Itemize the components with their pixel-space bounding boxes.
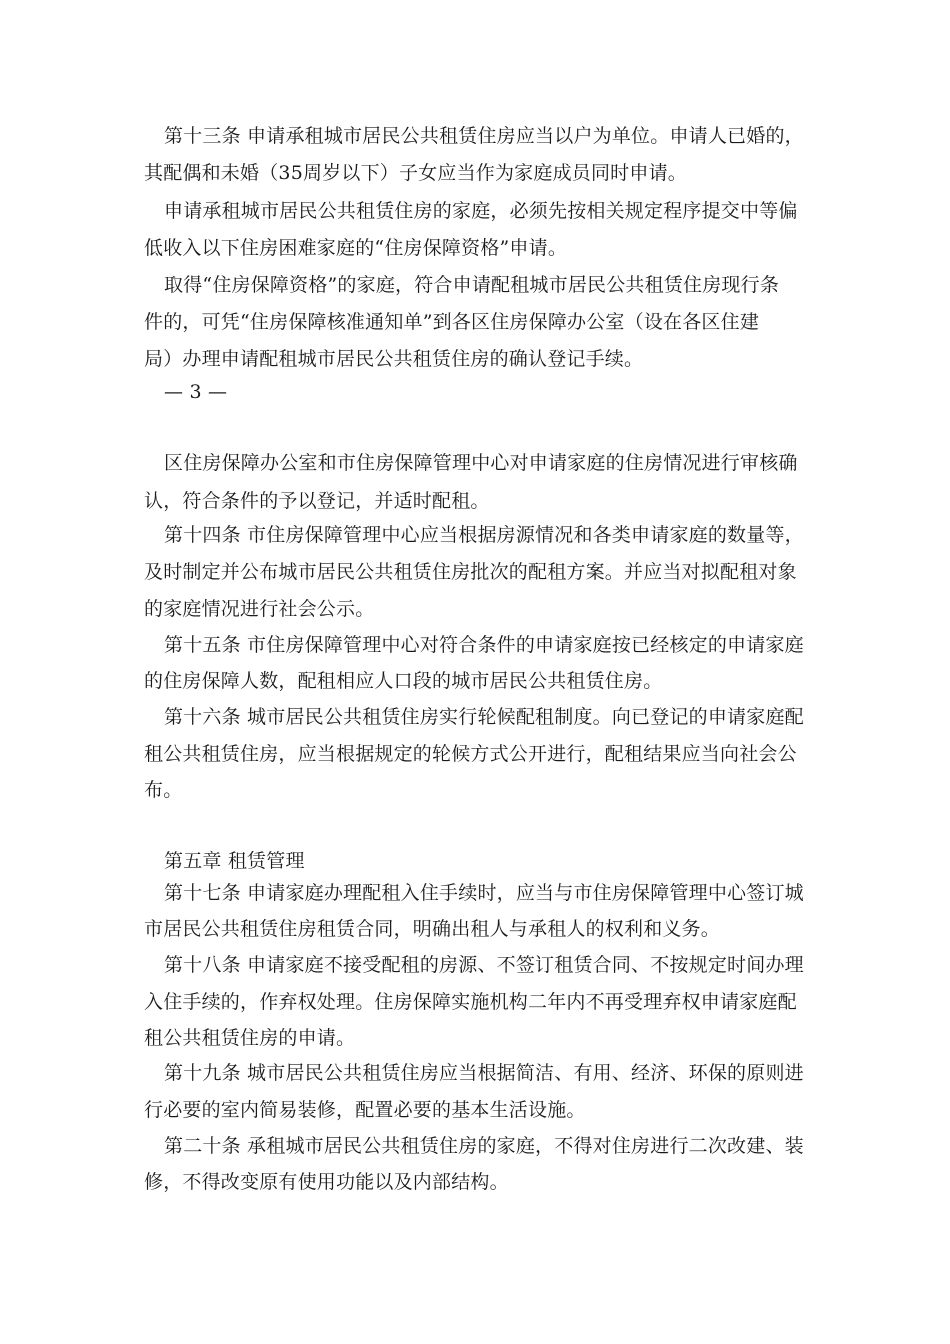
article-16-line-3: 布。 (144, 779, 183, 801)
paragraph-2-line-1: 申请承租城市居民公共租赁住房的家庭，必须先按相关规定程序提交中等偏 (164, 200, 798, 222)
article-13-line-2: 其配偶和未婚（35周岁以下）子女应当作为家庭成员同时申请。 (144, 162, 687, 184)
article-14-line-1: 第十四条 市住房保障管理中心应当根据房源情况和各类申请家庭的数量等， (164, 524, 804, 546)
article-18-line-1: 第十八条 申请家庭不接受配租的房源、不签订租赁合同、不按规定时间办理 (164, 954, 804, 976)
article-19-line-2: 行必要的室内简易装修，配置必要的基本生活设施。 (144, 1099, 586, 1121)
page-number: — 3 — (164, 381, 228, 403)
article-14-line-2: 及时制定并公布城市居民公共租赁住房批次的配租方案。并应当对拟配租对象 (144, 561, 797, 583)
paragraph-3-line-2: 件的，可凭“住房保障核准通知单”到各区住房保障办公室（设在各区住建 (144, 311, 760, 333)
article-18-line-3: 租公共租赁住房的申请。 (144, 1027, 356, 1049)
paragraph-3-line-1: 取得“住房保障资格”的家庭，符合申请配租城市居民公共租赁住房现行条 (164, 274, 780, 296)
article-17-line-2: 市居民公共租赁住房租赁合同，明确出租人与承租人的权利和义务。 (144, 918, 721, 940)
chapter-5-heading: 第五章 租赁管理 (164, 850, 305, 872)
article-19-line-1: 第十九条 城市居民公共租赁住房应当根据简洁、有用、经济、环保的原则进 (164, 1062, 804, 1084)
article-15-line-1: 第十五条 市住房保障管理中心对符合条件的申请家庭按已经核定的申请家庭 (164, 634, 804, 656)
article-17-line-1: 第十七条 申请家庭办理配租入住手续时，应当与市住房保障管理中心签订城 (164, 882, 804, 904)
paragraph-2-line-2: 低收入以下住房困难家庭的“住房保障资格”申请。 (144, 237, 568, 259)
article-18-line-2: 入住手续的，作弃权处理。住房保障实施机构二年内不再受理弃权申请家庭配 (144, 991, 797, 1013)
article-15-line-2: 的住房保障人数，配租相应人口段的城市居民公共租赁住房。 (144, 670, 663, 692)
article-13-line-1: 第十三条 申请承租城市居民公共租赁住房应当以户为单位。申请人已婚的， (164, 125, 804, 147)
article-20-line-1: 第二十条 承租城市居民公共租赁住房的家庭，不得对住房进行二次改建、装 (164, 1135, 804, 1157)
article-16-line-2: 租公共租赁住房，应当根据规定的轮候方式公开进行，配租结果应当向社会公 (144, 743, 797, 765)
article-16-line-1: 第十六条 城市居民公共租赁住房实行轮候配租制度。向已登记的申请家庭配 (164, 706, 804, 728)
article-14-line-3: 的家庭情况进行社会公示。 (144, 598, 375, 620)
paragraph-4-line-2: 认，符合条件的予以登记，并适时配租。 (144, 490, 490, 512)
paragraph-3-line-3: 局）办理申请配租城市居民公共租赁住房的确认登记手续。 (144, 348, 644, 370)
article-20-line-2: 修，不得改变原有使用功能以及内部结构。 (144, 1171, 509, 1193)
paragraph-4-line-1: 区住房保障办公室和市住房保障管理中心对申请家庭的住房情况进行审核确 (164, 452, 798, 474)
